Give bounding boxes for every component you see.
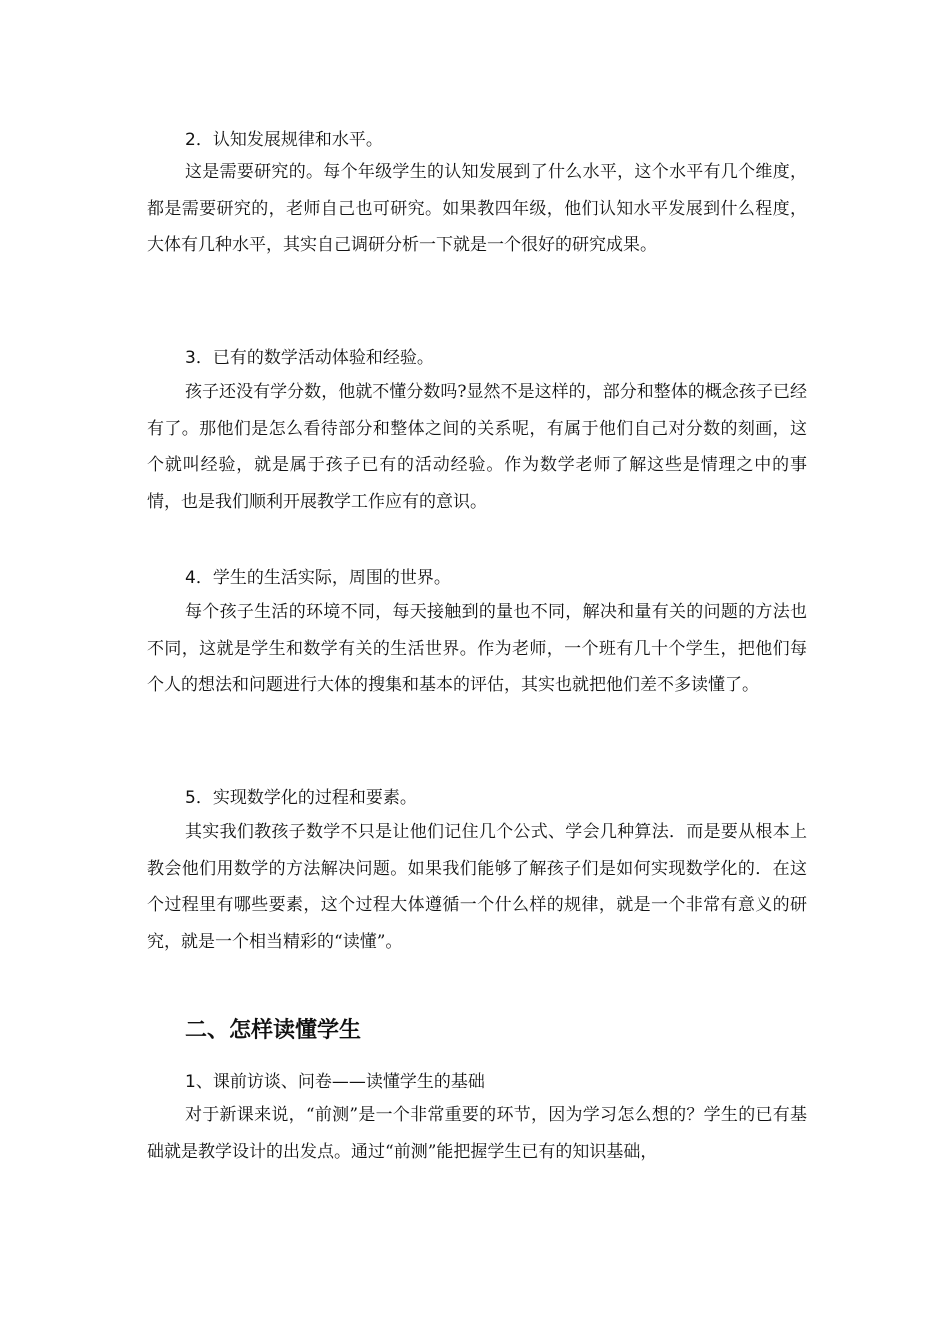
- part-two-title: 二、怎样读懂学生: [185, 1018, 362, 1043]
- section-heading-2: 2．认知发展规律和水平。: [185, 130, 383, 150]
- section-body-5: 其实我们教孩子数学不只是让他们记住几个公式、学会几种算法．而是要从根本上教会他们用数学的方法解决问题。如果我们能够了解孩子们是如何实现数学化的．在这个过程里有哪些要素，这个过程大体遵循一个什么样的规律，就是一个非常有意义的研究，就是一个相当精彩的“读懂”。: [147, 822, 807, 952]
- section-heading-4: 4．学生的生活实际，周围的世界。: [185, 568, 451, 588]
- section-heading-3: 3．已有的数学活动体验和经验。: [185, 348, 434, 368]
- section-heading-5: 5．实现数学化的过程和要素。: [185, 788, 417, 808]
- section-body-3: 孩子还没有学分数，他就不懂分数吗?显然不是这样的，部分和整体的概念孩子已经有了。那他们是怎么看待部分和整体之间的关系呢，有属于他们自己对分数的刻画，这个就叫经验，就是属于孩子已有的活动经验。作为数学老师了解这些是情理之中的事情，也是我们顺利开展教学工作应有的意识。: [147, 382, 807, 512]
- section-body-2: 这是需要研究的。每个年级学生的认知发展到了什么水平，这个水平有几个维度，都是需要研究的，老师自己也可研究。如果教四年级，他们认知水平发展到什么程度，大体有几种水平，其实自己调研分析一下就是一个很好的研究成果。: [147, 162, 807, 256]
- part-two-subheading: 1、课前访谈、问卷——读懂学生的基础: [185, 1072, 485, 1092]
- part-two-body: 对于新课来说，“前测”是一个非常重要的环节，因为学习怎么想的？学生的已有基础就是教学设计的出发点。通过“前测”能把握学生已有的知识基础，: [147, 1105, 807, 1162]
- section-body-4: 每个孩子生活的环境不同，每天接触到的量也不同，解决和量有关的问题的方法也不同，这就是学生和数学有关的生活世界。作为老师，一个班有几十个学生，把他们每个人的想法和问题进行大体的搜集和基本的评估，其实也就把他们差不多读懂了。: [147, 602, 807, 696]
